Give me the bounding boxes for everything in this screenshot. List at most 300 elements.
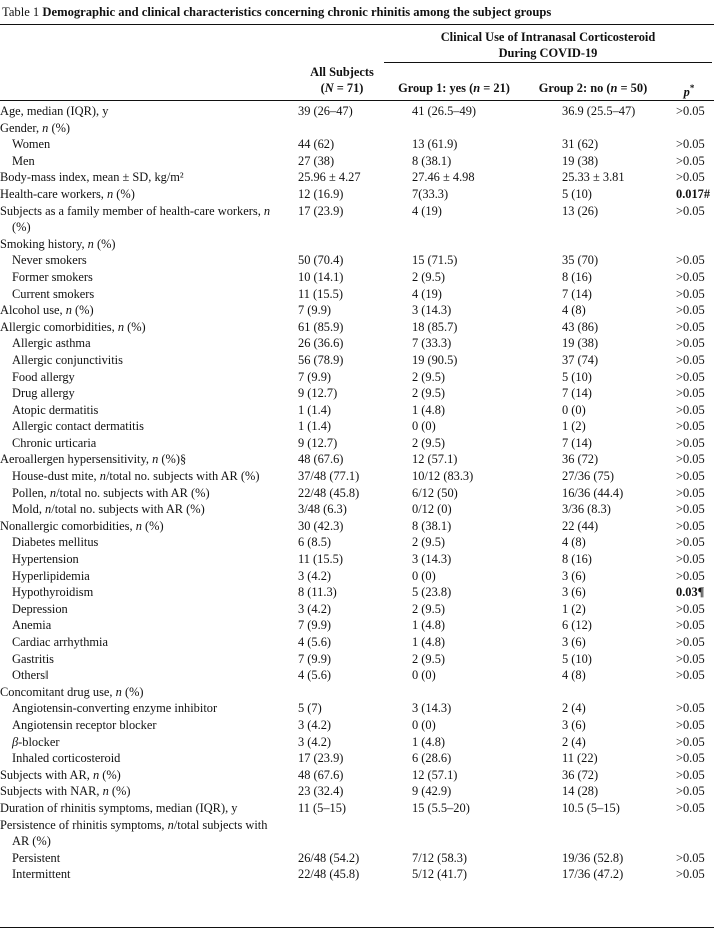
table-row [0, 866, 714, 883]
group2-value: 43 (86) [562, 319, 599, 334]
table-row [0, 501, 714, 518]
p-value: >0.05 [676, 717, 705, 732]
row-label: Cardiac arrhythmia [12, 635, 108, 649]
group1-value: 15 (71.5) [412, 253, 458, 268]
p-value: >0.05 [676, 635, 705, 649]
row-label: Diabetes mellitus [12, 535, 99, 550]
row-label-cell [0, 734, 284, 751]
all-subjects-value: 11 (5–15) [298, 800, 347, 815]
table-row [0, 269, 714, 286]
p-value: >0.05 [676, 850, 705, 865]
group2-value: 3 (6) [562, 717, 586, 732]
table-label: Table 1 [2, 5, 40, 19]
table-row [0, 667, 714, 684]
all-subjects-value: 3/48 (6.3) [298, 502, 347, 517]
group2-value: 11 (22) [562, 751, 598, 766]
row-label: Gender, n (%) [0, 120, 71, 135]
p-value: >0.05 [676, 867, 705, 882]
p-value: >0.05 [676, 751, 705, 766]
group2-value [552, 684, 672, 701]
row-label: Current smokers [12, 286, 95, 301]
group2-value: 25.33 ± 3.81 [562, 170, 625, 185]
group1-value [400, 236, 552, 253]
p-value: >0.05 [676, 286, 705, 301]
all-subjects-value: 7 (9.9) [298, 303, 332, 318]
row-label-cell [0, 866, 284, 883]
p-value: >0.05 [676, 303, 705, 318]
header-g2-pre: Group 2: no ( [538, 81, 611, 95]
row-label: Hyperlipidemia [12, 568, 90, 583]
table-row [0, 103, 714, 120]
table-row [0, 236, 714, 253]
p-value [672, 684, 714, 701]
row-label: Intermittent [12, 867, 71, 882]
p-value: >0.05 [676, 336, 705, 351]
header-all-line1: All Subjects [310, 65, 374, 79]
group1-value: 5/12 (41.7) [412, 867, 468, 882]
row-label: Women [12, 137, 51, 152]
group2-value: 1 (2) [562, 419, 586, 434]
p-value: >0.05 [676, 386, 705, 401]
header-g1-var: n [473, 81, 481, 95]
table-row [0, 153, 714, 170]
group1-value: 15 (5.5–20) [412, 800, 470, 815]
bottom-rule [0, 927, 714, 928]
group2-value: 5 (10) [562, 651, 592, 666]
row-label-cell [0, 568, 284, 585]
all-subjects-value: 27 (38) [298, 153, 335, 168]
group2-value: 0 (0) [562, 402, 586, 417]
group1-value [400, 684, 552, 701]
header-g2-post: = 50) [617, 81, 648, 95]
p-value: >0.05 [676, 701, 705, 716]
row-label-cell [0, 534, 284, 551]
all-subjects-value [284, 120, 400, 137]
all-subjects-value: 6 (8.5) [298, 535, 332, 550]
group2-value: 19 (38) [562, 153, 599, 168]
group1-value: 2 (9.5) [412, 269, 446, 284]
group2-value: 7 (14) [562, 386, 592, 401]
row-label-cell [0, 850, 284, 867]
row-label-cell [0, 667, 284, 684]
row-label-cell [0, 717, 284, 734]
group1-value: 7/12 (58.3) [412, 850, 468, 865]
table-row [0, 750, 714, 767]
all-subjects-value: 48 (67.6) [298, 452, 344, 467]
group1-value: 13 (61.9) [412, 137, 458, 152]
table-row [0, 551, 714, 568]
row-label: Nonallergic comorbidities, n (%) [0, 518, 164, 533]
row-label-cell [0, 369, 284, 386]
all-subjects-value: 17 (23.9) [298, 203, 344, 218]
table-row [0, 352, 714, 369]
all-subjects-value: 7 (9.9) [298, 618, 332, 633]
group2-value: 6 (12) [562, 618, 592, 633]
p-value: >0.05 [676, 535, 705, 550]
all-subjects-value: 23 (32.4) [298, 784, 344, 799]
row-label: Depression [12, 601, 68, 616]
all-subjects-value: 17 (23.9) [298, 751, 344, 766]
p-value: >0.05 [676, 668, 705, 683]
p-value: >0.05 [676, 419, 705, 434]
table-row [0, 700, 714, 717]
p-value [672, 120, 714, 137]
p-value: >0.05 [676, 502, 705, 517]
table-row [0, 850, 714, 867]
all-subjects-value: 9 (12.7) [298, 386, 338, 401]
row-label: Chronic urticaria [12, 435, 97, 450]
header-g2-var: n [610, 81, 618, 95]
group2-value: 22 (44) [562, 518, 599, 533]
p-value: >0.05 [676, 269, 705, 284]
table-row [0, 451, 714, 468]
row-label-cell [0, 153, 284, 170]
row-label: Duration of rhinitis symptoms, median (IQR), y [0, 800, 238, 815]
p-value [672, 236, 714, 253]
group2-value: 7 (14) [562, 435, 592, 450]
group2-value: 37 (74) [562, 352, 599, 367]
header-p-var: p [683, 85, 690, 100]
all-subjects-value: 39 (26–47) [298, 104, 353, 118]
group2-value: 19/36 (52.8) [562, 850, 624, 865]
table-row [0, 767, 714, 784]
table-caption [2, 4, 712, 20]
row-label-cell [0, 402, 284, 419]
all-subjects-value: 11 (15.5) [298, 552, 343, 567]
top-rule [0, 24, 714, 25]
row-label: Hypothyroidism [12, 585, 94, 600]
p-value [672, 817, 714, 850]
all-subjects-value [284, 684, 400, 701]
group2-value: 35 (70) [562, 253, 599, 268]
header-rule [0, 100, 714, 101]
table-row [0, 203, 714, 236]
all-subjects-value: 4 (5.6) [298, 668, 332, 683]
row-label-cell [0, 468, 284, 485]
row-label-cell [0, 352, 284, 369]
p-value: >0.05 [676, 552, 705, 567]
row-label: Subjects as a family member of health-care workers, n (%) [0, 203, 271, 235]
p-value: >0.05 [676, 767, 705, 782]
p-value: >0.05 [676, 800, 705, 815]
table-row [0, 385, 714, 402]
row-label: Former smokers [12, 269, 93, 284]
row-label-cell [0, 186, 284, 203]
table-row [0, 302, 714, 319]
table-row [0, 120, 714, 137]
row-label-cell [0, 501, 284, 518]
group2-value: 2 (4) [562, 734, 586, 749]
p-value: >0.05 [676, 568, 705, 583]
row-label-cell [0, 767, 284, 784]
row-label-cell [0, 617, 284, 634]
row-label: Gastritis [12, 651, 54, 666]
table-row [0, 651, 714, 668]
header-all-pre: ( [320, 81, 325, 95]
table-row [0, 169, 714, 186]
header-all-post: = 71) [333, 81, 364, 95]
group1-value: 2 (9.5) [412, 601, 446, 616]
row-label: Drug allergy [12, 386, 75, 401]
group2-value: 5 (10) [562, 186, 592, 201]
all-subjects-value: 11 (15.5) [298, 286, 343, 301]
all-subjects-value: 12 (16.9) [298, 186, 344, 201]
table-row [0, 634, 714, 651]
table-row [0, 402, 714, 419]
data-table [0, 103, 714, 883]
all-subjects-value: 30 (42.3) [298, 518, 344, 533]
row-label-cell [0, 169, 284, 186]
table-body [0, 103, 714, 883]
p-value: >0.05 [676, 518, 705, 533]
row-label-cell [0, 252, 284, 269]
all-subjects-value: 22/48 (45.8) [298, 485, 360, 500]
all-subjects-value: 22/48 (45.8) [298, 867, 360, 882]
group2-value: 36.9 (25.5–47) [562, 104, 636, 118]
group2-value: 8 (16) [562, 552, 592, 567]
all-subjects-value: 7 (9.9) [298, 651, 332, 666]
group1-value: 7 (33.3) [412, 336, 452, 351]
p-value: >0.05 [676, 352, 705, 367]
table-row [0, 717, 714, 734]
p-value: >0.05 [676, 153, 705, 168]
row-label-cell [0, 335, 284, 352]
row-label: Age, median (IQR), y [0, 104, 109, 118]
table-row [0, 286, 714, 303]
row-label-cell [0, 451, 284, 468]
table-row [0, 435, 714, 452]
table-row [0, 783, 714, 800]
row-label: Subjects with AR, n (%) [0, 767, 121, 782]
row-label-cell [0, 634, 284, 651]
group2-value: 36 (72) [562, 767, 599, 782]
table-row [0, 584, 714, 601]
group1-value: 3 (14.3) [412, 303, 452, 318]
all-subjects-value: 48 (67.6) [298, 767, 344, 782]
group1-value: 12 (57.1) [412, 767, 458, 782]
row-label: Men [12, 153, 35, 168]
table-row [0, 518, 714, 535]
group2-value: 36 (72) [562, 452, 599, 467]
table-row [0, 817, 714, 850]
group1-value [400, 817, 552, 850]
p-value: >0.05 [676, 253, 705, 268]
row-label: Food allergy [12, 369, 75, 384]
all-subjects-value: 25.96 ± 4.27 [298, 170, 361, 185]
group1-value [400, 120, 552, 137]
all-subjects-value: 56 (78.9) [298, 352, 344, 367]
group1-value: 9 (42.9) [412, 784, 452, 799]
row-label: Inhaled corticosteroid [12, 751, 121, 766]
row-label: Hypertension [12, 552, 79, 567]
table-row [0, 252, 714, 269]
p-value: >0.05 [676, 203, 705, 218]
p-value: >0.05 [676, 319, 705, 334]
table-row [0, 186, 714, 203]
all-subjects-value: 10 (14.1) [298, 269, 344, 284]
group2-value: 1 (2) [562, 601, 586, 616]
row-label: Mold, n/total no. subjects with AR (%) [12, 502, 205, 517]
table-row [0, 485, 714, 502]
all-subjects-value: 3 (4.2) [298, 734, 332, 749]
all-subjects-value: 3 (4.2) [298, 717, 332, 732]
all-subjects-value [284, 236, 400, 253]
all-subjects-value: 4 (5.6) [298, 635, 332, 649]
group1-value: 1 (4.8) [412, 734, 446, 749]
group1-value: 7(33.3) [412, 186, 449, 201]
group1-value: 8 (38.1) [412, 153, 452, 168]
row-label: Angiotensin receptor blocker [12, 717, 157, 732]
row-label: Aeroallergen hypersensitivity, n (%)§ [0, 452, 187, 467]
group1-value: 2 (9.5) [412, 535, 446, 550]
all-subjects-value: 26/48 (54.2) [298, 850, 360, 865]
group1-value: 2 (9.5) [412, 651, 446, 666]
group1-value: 2 (9.5) [412, 435, 446, 450]
group2-value: 2 (4) [562, 701, 586, 716]
p-value: >0.05 [676, 485, 705, 500]
row-label-cell [0, 750, 284, 767]
group2-value: 3/36 (8.3) [562, 502, 611, 517]
group1-value: 6/12 (50) [412, 485, 458, 500]
row-label-cell [0, 518, 284, 535]
group2-value: 3 (6) [562, 635, 586, 649]
row-label: Body-mass index, mean ± SD, kg/m² [0, 170, 184, 185]
header-all-subjects [284, 64, 400, 96]
header-group1 [384, 80, 524, 96]
p-value: >0.05 [676, 369, 705, 384]
group2-value: 8 (16) [562, 269, 592, 284]
span-rule [384, 62, 712, 63]
table-row [0, 534, 714, 551]
group2-value: 10.5 (5–15) [562, 800, 620, 815]
row-label-cell [0, 817, 284, 850]
p-value: >0.05 [676, 469, 705, 484]
table-row [0, 369, 714, 386]
header-group2 [526, 80, 660, 96]
group1-value: 12 (57.1) [412, 452, 458, 467]
table-row [0, 136, 714, 153]
row-label: Concomitant drug use, n (%) [0, 684, 144, 699]
group2-value: 19 (38) [562, 336, 599, 351]
table-row [0, 335, 714, 352]
group1-value: 2 (9.5) [412, 386, 446, 401]
row-label-cell [0, 418, 284, 435]
all-subjects-value: 8 (11.3) [298, 585, 337, 600]
group1-value: 2 (9.5) [412, 369, 446, 384]
group2-value: 4 (8) [562, 303, 586, 318]
row-label: Alcohol use, n (%) [0, 303, 94, 318]
row-label: Allergic comorbidities, n (%) [0, 319, 146, 334]
header-g1-post: = 21) [480, 81, 510, 95]
table-row [0, 601, 714, 618]
row-label-cell [0, 136, 284, 153]
p-value: >0.05 [676, 734, 705, 749]
header-all-var: N [324, 81, 334, 95]
group1-value: 4 (19) [412, 203, 442, 218]
group2-value: 16/36 (44.4) [562, 485, 624, 500]
p-value: >0.05 [676, 784, 705, 799]
row-label-cell [0, 236, 284, 253]
all-subjects-value: 5 (7) [298, 701, 322, 716]
p-value: >0.05 [676, 170, 705, 185]
p-value: >0.05 [676, 601, 705, 616]
group1-value: 0/12 (0) [412, 502, 452, 517]
p-value: 0.03¶ [676, 585, 705, 600]
row-label-cell [0, 601, 284, 618]
row-label: Subjects with NAR, n (%) [0, 784, 131, 799]
group1-value: 27.46 ± 4.98 [412, 170, 475, 185]
row-label: Health-care workers, n (%) [0, 186, 135, 201]
row-label: β-blocker [12, 734, 60, 749]
p-value: >0.05 [676, 104, 705, 118]
row-label-cell [0, 203, 284, 236]
group2-value: 14 (28) [562, 784, 599, 799]
row-label: Allergic asthma [12, 336, 91, 351]
row-label: Persistence of rhinitis symptoms, n/total subjects with AR (%) [0, 817, 268, 849]
row-label-cell [0, 783, 284, 800]
row-label: Persistent [12, 850, 61, 865]
group1-value: 5 (23.8) [412, 585, 452, 600]
all-subjects-value: 1 (1.4) [298, 419, 332, 434]
row-label-cell [0, 651, 284, 668]
all-subjects-value: 26 (36.6) [298, 336, 344, 351]
row-label-cell [0, 684, 284, 701]
all-subjects-value [284, 817, 400, 850]
row-label-cell [0, 551, 284, 568]
span-header [384, 29, 712, 61]
group1-value: 0 (0) [412, 717, 436, 732]
p-value: >0.05 [676, 452, 705, 467]
p-value: >0.05 [676, 137, 705, 152]
p-value: 0.017# [676, 186, 711, 201]
all-subjects-value: 3 (4.2) [298, 601, 332, 616]
header-p-mark: * [689, 83, 695, 93]
header-all-line2 [284, 80, 400, 96]
group2-value [552, 817, 672, 850]
group2-value: 31 (62) [562, 137, 599, 152]
span-header-line1: Clinical Use of Intranasal Corticosteroid [440, 30, 656, 44]
row-label: Angiotensin-converting enzyme inhibitor [12, 701, 218, 716]
row-label: Others‖ [12, 668, 49, 683]
row-label-cell [0, 269, 284, 286]
group1-value: 1 (4.8) [412, 402, 446, 417]
row-label: Never smokers [12, 253, 87, 268]
all-subjects-value: 50 (70.4) [298, 253, 344, 268]
p-value: >0.05 [676, 402, 705, 417]
row-label-cell [0, 302, 284, 319]
group2-value: 7 (14) [562, 286, 592, 301]
all-subjects-value: 37/48 (77.1) [298, 469, 360, 484]
group1-value: 10/12 (83.3) [412, 469, 474, 484]
all-subjects-value: 3 (4.2) [298, 568, 332, 583]
header-g1-pre: Group 1: yes ( [398, 81, 474, 95]
p-value: >0.05 [676, 435, 705, 450]
row-label: Atopic dermatitis [12, 402, 99, 417]
table-row [0, 617, 714, 634]
group1-value: 41 (26.5–49) [412, 104, 477, 118]
row-label-cell [0, 584, 284, 601]
all-subjects-value: 9 (12.7) [298, 435, 338, 450]
p-value: >0.05 [676, 618, 705, 633]
row-label-cell [0, 120, 284, 137]
table-row [0, 734, 714, 751]
row-label-cell [0, 800, 284, 817]
row-label-cell [0, 385, 284, 402]
row-label-cell [0, 700, 284, 717]
table-title: Demographic and clinical characteristics concerning chronic rhinitis among the subject groups [42, 5, 552, 19]
all-subjects-value: 1 (1.4) [298, 402, 332, 417]
row-label: Allergic contact dermatitis [12, 419, 144, 434]
